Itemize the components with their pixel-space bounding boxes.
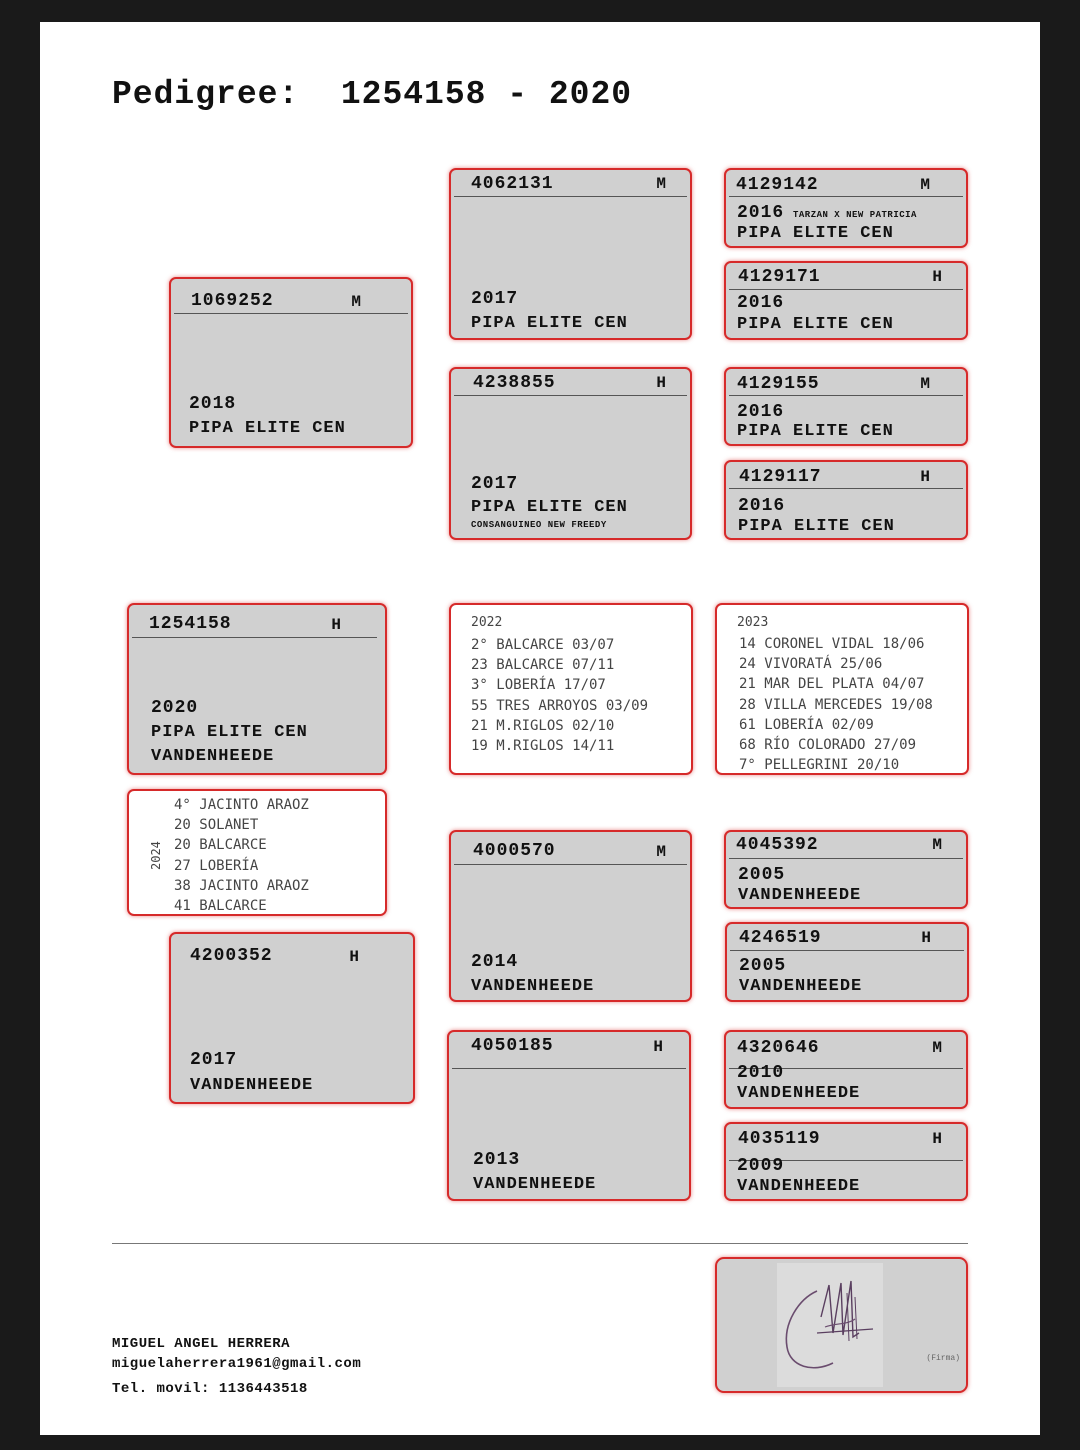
card-year: 2017: [190, 1050, 238, 1070]
result-item: 20 SOLANET: [174, 817, 259, 834]
card-year: 2017: [471, 474, 519, 494]
card-sex: H: [349, 948, 359, 966]
dsd-card: [725, 922, 969, 1002]
signature-box: [715, 1257, 968, 1393]
result-item: 68 RÍO COLORADO 27/09: [739, 737, 917, 754]
card-sex: M: [920, 375, 930, 393]
card-loft: PIPA ELITE CEN: [737, 422, 894, 441]
signature-scribble-icon: [777, 1263, 883, 1387]
card-loft: PIPA ELITE CEN: [151, 723, 308, 742]
card-sex: H: [656, 374, 666, 392]
card-strain: VANDENHEEDE: [151, 747, 275, 766]
dss-card: [724, 830, 968, 909]
card-sex: H: [932, 268, 942, 286]
dam-sire-card: [449, 830, 692, 1002]
page-title: [112, 76, 632, 113]
result-item: 55 TRES ARROYOS 03/09: [471, 697, 649, 714]
title-ring: 1254158 - 2020: [340, 76, 633, 113]
sire-dam-card: [449, 367, 692, 540]
result-item: 7° PELLEGRINI 20/10: [739, 757, 900, 774]
card-year: 2016: [737, 402, 785, 422]
card-number: 4000570: [473, 841, 556, 861]
card-sex: M: [920, 176, 930, 194]
result-item: 27 LOBERÍA: [174, 857, 259, 874]
result-item: 21 M.RIGLOS 02/10: [471, 717, 615, 734]
card-sex: M: [932, 836, 942, 854]
ddd-card: [724, 1122, 968, 1201]
card-note: CONSANGUINEO NEW FREEDY: [471, 520, 607, 530]
card-number: 4050185: [471, 1036, 554, 1056]
results-year: 2023: [737, 615, 769, 630]
card-year: 2020: [151, 698, 199, 718]
card-year: 2018: [189, 394, 237, 414]
result-item: 61 LOBERÍA 02/09: [739, 716, 874, 733]
results-list: [739, 634, 933, 775]
result-item: 4° JACINTO ARAOZ: [174, 797, 309, 813]
title-label: Pedigree:: [112, 76, 300, 113]
result-item: 20 BALCARCE: [174, 837, 267, 854]
card-number: 4129117: [739, 467, 822, 487]
results-year-vertical: 2024: [149, 841, 163, 870]
card-year: 2017: [471, 289, 519, 309]
card-year: 2009: [737, 1156, 785, 1176]
signature-label: (Firma): [926, 1354, 960, 1363]
owner-email[interactable]: miguelaherrera1961@gmail.com: [112, 1356, 362, 1372]
card-sex: H: [331, 616, 341, 634]
card-year: 2016: [737, 293, 785, 313]
card-number: 4035119: [738, 1129, 821, 1149]
card-loft: PIPA ELITE CEN: [738, 517, 895, 536]
card-year: 2005: [739, 956, 787, 976]
card-loft: PIPA ELITE CEN: [189, 419, 346, 438]
card-sex: M: [656, 175, 666, 193]
result-item: 28 VILLA MERCEDES 19/08: [739, 696, 933, 713]
card-sex: H: [920, 468, 930, 486]
results-2024-box: [127, 789, 387, 916]
result-item: 3° LOBERÍA 17/07: [471, 677, 606, 694]
card-number: 4320646: [737, 1038, 820, 1058]
card-loft: VANDENHEEDE: [190, 1076, 314, 1095]
ssd-card: [724, 261, 968, 340]
sire-sire-card: [449, 168, 692, 340]
owner-name: MIGUEL ANGEL HERRERA: [112, 1336, 291, 1352]
card-loft: PIPA ELITE CEN: [471, 498, 628, 517]
signature-image: [777, 1263, 883, 1387]
card-loft: VANDENHEEDE: [739, 977, 863, 996]
results-2023-box: [715, 603, 969, 775]
sire-card: [169, 277, 413, 448]
card-number: 4045392: [736, 835, 819, 855]
card-loft: VANDENHEEDE: [737, 1084, 861, 1103]
card-note: TARZAN X NEW PATRICIA: [793, 210, 917, 220]
card-year: 2005: [738, 865, 786, 885]
card-number: 4062131: [471, 174, 554, 194]
card-number: 4129142: [736, 175, 819, 195]
card-year: 2013: [473, 1150, 521, 1170]
card-sex: M: [656, 843, 666, 861]
card-number: 4200352: [190, 946, 273, 966]
dam-dam-card: [447, 1030, 691, 1201]
card-number: 4238855: [473, 373, 556, 393]
card-sex: H: [921, 929, 931, 947]
result-item: 19 M.RIGLOS 14/11: [471, 738, 615, 755]
owner-phone: Tel. movil: 1136443518: [112, 1381, 308, 1397]
results-2022-box: [449, 603, 693, 775]
dam-card: [169, 932, 415, 1104]
result-item: 41 BALCARCE: [174, 898, 267, 915]
card-number: 4129171: [738, 267, 821, 287]
result-item: 23 BALCARCE 07/11: [471, 657, 615, 674]
card-loft: PIPA ELITE CEN: [737, 224, 894, 243]
dds-card: [724, 1030, 968, 1109]
sss-card: [724, 168, 968, 248]
card-year: 2016: [737, 203, 785, 223]
footer-divider: [112, 1243, 968, 1244]
card-sex: M: [351, 293, 361, 311]
sds-card: [724, 367, 968, 446]
subject-card: [127, 603, 387, 775]
results-list: [174, 795, 309, 916]
card-year: 2014: [471, 952, 519, 972]
result-item: 14 CORONEL VIDAL 18/06: [739, 636, 925, 652]
card-sex: M: [932, 1039, 942, 1057]
result-item: 2° BALCARCE 03/07: [471, 637, 615, 653]
card-loft: PIPA ELITE CEN: [737, 315, 894, 334]
card-loft: VANDENHEEDE: [738, 886, 862, 905]
result-item: 24 VIVORATÁ 25/06: [739, 656, 883, 673]
result-item: 38 JACINTO ARAOZ: [174, 877, 309, 894]
results-list: [471, 635, 648, 756]
card-sex: H: [653, 1038, 663, 1056]
card-number: 1254158: [149, 614, 232, 634]
card-year: 2016: [738, 496, 786, 516]
card-number: 4129155: [737, 374, 820, 394]
card-loft: VANDENHEEDE: [471, 977, 595, 996]
card-year: 2010: [737, 1063, 785, 1083]
sdd-card: [724, 460, 968, 540]
results-year: 2022: [471, 615, 503, 630]
card-number: 1069252: [191, 291, 274, 311]
card-number: 4246519: [739, 928, 822, 948]
card-loft: VANDENHEEDE: [473, 1175, 597, 1194]
card-sex: H: [932, 1130, 942, 1148]
card-loft: PIPA ELITE CEN: [471, 314, 628, 333]
result-item: 21 MAR DEL PLATA 04/07: [739, 676, 925, 693]
card-loft: VANDENHEEDE: [737, 1177, 861, 1196]
